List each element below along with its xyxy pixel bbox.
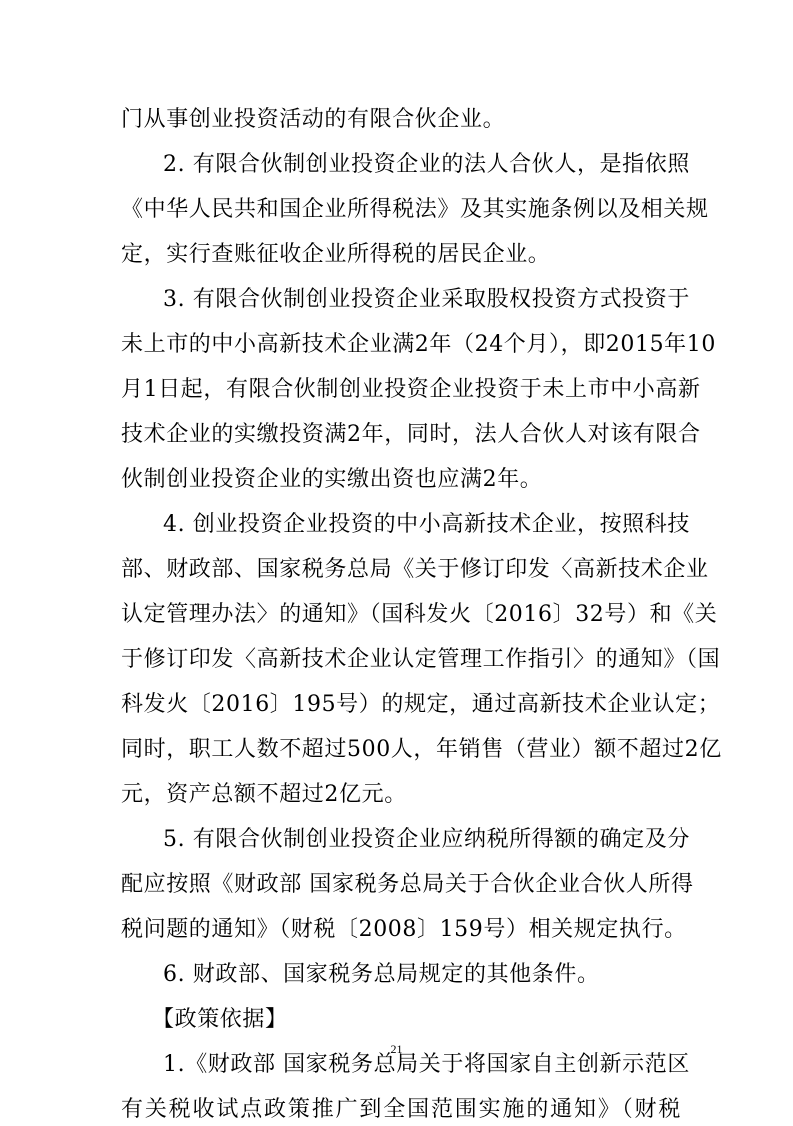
text-line: 2. 有限合伙制创业投资企业的法人合伙人，是指依照 [163, 152, 690, 177]
text-line: 有关税收试点政策推广到全国范围实施的通知》（财税 [121, 1097, 681, 1122]
text-line: 5. 有限合伙制创业投资企业应纳税所得额的确定及分 [163, 827, 690, 852]
text-line: 未上市的中小高新技术企业满2年（24个月），即2015年10 [121, 332, 716, 357]
text-line: 定，实行查账征收企业所得税的居民企业。 [121, 242, 551, 267]
text-line: 技术企业的实缴投资满2年，同时，法人合伙人对该有限合 [121, 422, 701, 447]
section-heading: 【政策依据】 [152, 1007, 288, 1032]
text-line: 门从事创业投资活动的有限合伙企业。 [121, 107, 506, 132]
text-line: 6. 财政部、国家税务总局规定的其他条件。 [163, 962, 600, 987]
text-line: 认定管理办法〉的通知》（国科发火〔2016〕32号）和《关 [121, 602, 718, 627]
text-line: 3. 有限合伙制创业投资企业采取股权投资方式投资于 [163, 287, 690, 312]
text-line: 科发火〔2016〕195号）的规定，通过高新技术企业认定； [121, 692, 721, 717]
text-line: 于修订印发〈高新技术企业认定管理工作指引〉的通知》（国 [121, 647, 721, 672]
text-line: 元，资产总额不超过2亿元。 [121, 782, 407, 807]
text-line: 部、财政部、国家税务总局《关于修订印发〈高新技术企业 [121, 557, 709, 582]
text-line: 税问题的通知》（财税〔2008〕159号）相关规定执行。 [121, 917, 687, 942]
text-line: 《中华人民共和国企业所得税法》及其实施条例以及相关规 [121, 197, 709, 222]
page-number: 21 [390, 1042, 403, 1056]
text-line: 同时，职工人数不超过500人，年销售（营业）额不超过2亿 [121, 737, 722, 762]
text-line: 4. 创业投资企业投资的中小高新技术企业，按照科技 [163, 512, 690, 537]
text-line: 月1日起，有限合伙制创业投资企业投资于未上市中小高新 [121, 377, 701, 402]
text-line: 1.《财政部 国家税务总局关于将国家自主创新示范区 [163, 1052, 690, 1077]
text-line: 配应按照《财政部 国家税务总局关于合伙企业合伙人所得 [121, 872, 694, 897]
text-line: 伙制创业投资企业的实缴出资也应满2年。 [121, 467, 543, 492]
